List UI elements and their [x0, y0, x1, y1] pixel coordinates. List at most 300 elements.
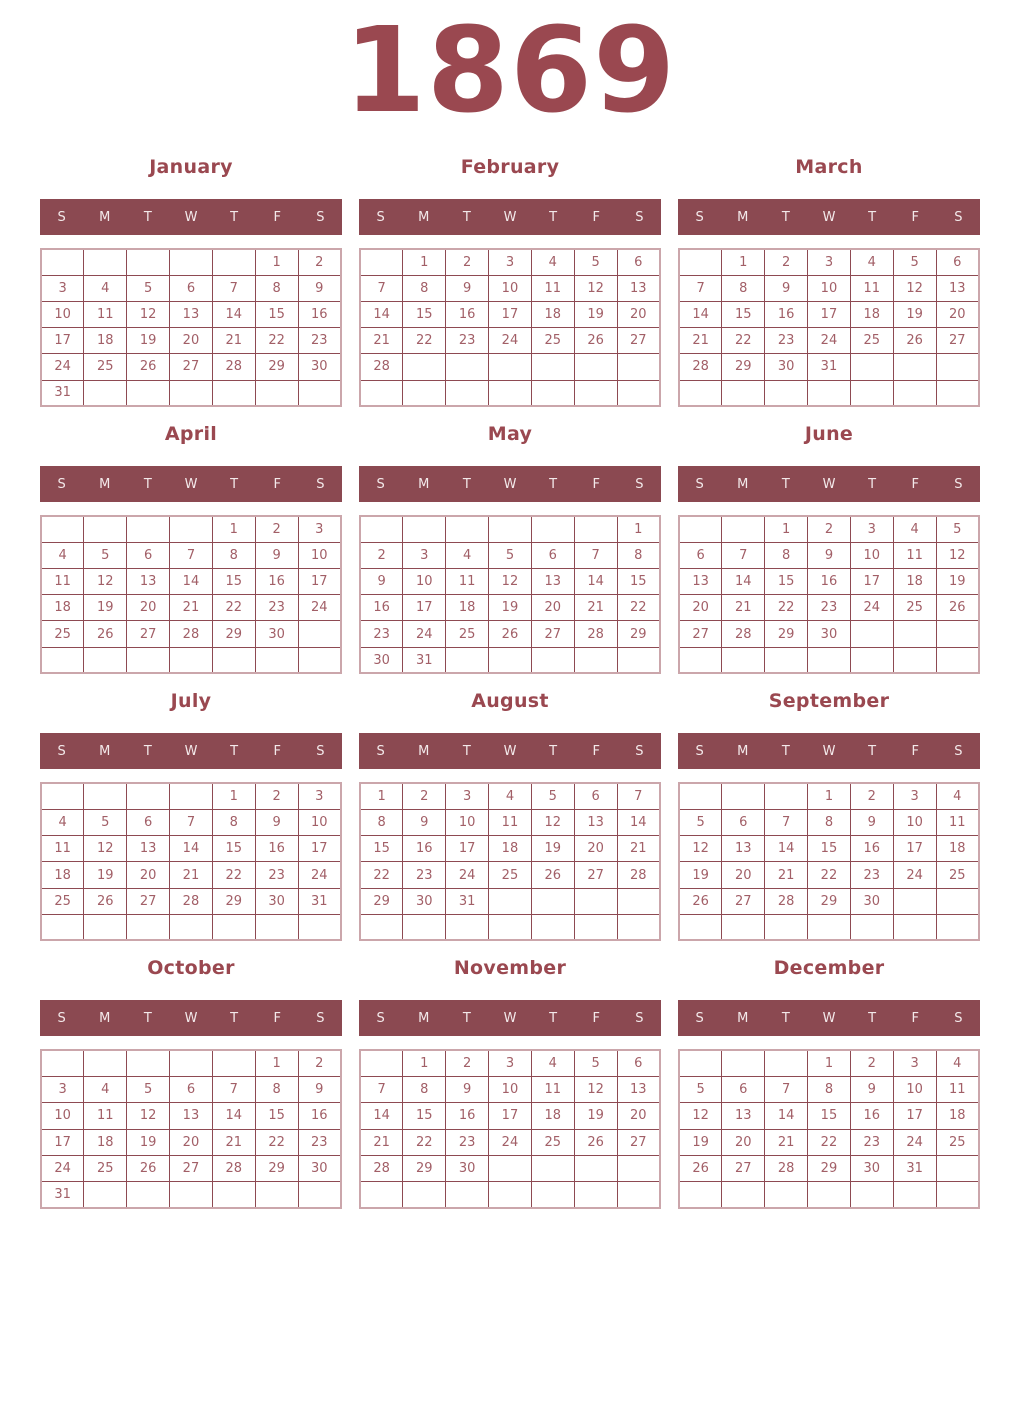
month-name: May	[487, 423, 533, 446]
week-row	[360, 354, 660, 380]
date-cell	[893, 380, 936, 406]
week-row	[360, 862, 660, 888]
date-cell: 27	[679, 621, 722, 647]
date-cell: 1	[255, 1050, 298, 1076]
week-row	[360, 783, 660, 809]
date-cell: 16	[255, 836, 298, 862]
date-cell	[531, 354, 574, 380]
date-cell	[574, 914, 617, 940]
date-cell	[84, 647, 127, 673]
weekday-label: M	[737, 1010, 749, 1026]
date-cell: 21	[360, 328, 403, 354]
month-block	[678, 156, 980, 407]
date-cell: 25	[893, 595, 936, 621]
date-cell	[936, 647, 979, 673]
date-cell	[212, 380, 255, 406]
date-cell: 10	[41, 301, 84, 327]
date-cell: 30	[298, 1155, 341, 1181]
date-cell	[574, 888, 617, 914]
weekday-label: M	[418, 743, 430, 759]
date-cell	[41, 783, 84, 809]
date-cell: 1	[808, 783, 851, 809]
date-cell: 15	[403, 1103, 446, 1129]
month-dates-body	[41, 1050, 341, 1207]
date-cell	[765, 1181, 808, 1207]
date-cell: 20	[617, 301, 660, 327]
week-row	[41, 647, 341, 673]
date-cell	[489, 1181, 532, 1207]
date-cell: 6	[617, 249, 660, 275]
date-cell	[403, 354, 446, 380]
date-cell: 15	[617, 569, 660, 595]
week-row	[679, 888, 979, 914]
weekday-label: T	[549, 209, 558, 225]
date-cell	[255, 380, 298, 406]
date-cell: 9	[446, 1077, 489, 1103]
weekday-label: M	[737, 476, 749, 492]
date-cell: 16	[850, 836, 893, 862]
date-cell	[255, 1181, 298, 1207]
month-dates-body	[360, 1050, 660, 1207]
month-dates-table	[40, 248, 342, 407]
date-cell: 17	[850, 569, 893, 595]
month-name: October	[147, 957, 235, 980]
date-cell: 17	[893, 1103, 936, 1129]
date-cell: 7	[212, 275, 255, 301]
month-dates-body	[360, 249, 660, 406]
month-block	[359, 156, 661, 407]
weekday-label: F	[273, 476, 282, 492]
week-row	[679, 328, 979, 354]
date-cell	[936, 888, 979, 914]
date-cell: 27	[574, 862, 617, 888]
month-block	[40, 957, 342, 1208]
weekday-label: T	[143, 743, 152, 759]
month-name: January	[149, 156, 233, 179]
weekday-label: T	[230, 743, 239, 759]
date-cell: 5	[127, 1077, 170, 1103]
date-cell	[255, 647, 298, 673]
date-cell: 7	[574, 542, 617, 568]
week-row	[41, 783, 341, 809]
date-cell	[617, 914, 660, 940]
date-cell	[808, 647, 851, 673]
date-cell	[722, 1181, 765, 1207]
date-cell	[170, 647, 213, 673]
weekday-label: M	[418, 209, 430, 225]
weekday-label: T	[549, 476, 558, 492]
week-row	[679, 301, 979, 327]
date-cell: 15	[360, 836, 403, 862]
date-cell: 22	[617, 595, 660, 621]
date-cell: 8	[808, 1077, 851, 1103]
date-cell: 8	[617, 542, 660, 568]
date-cell: 17	[298, 569, 341, 595]
date-cell: 21	[765, 1129, 808, 1155]
date-cell	[403, 914, 446, 940]
date-cell: 26	[574, 1129, 617, 1155]
month-dates-table	[359, 1049, 661, 1208]
weekday-label: W	[822, 743, 836, 759]
date-cell: 30	[255, 888, 298, 914]
date-cell: 14	[722, 569, 765, 595]
week-row	[360, 1050, 660, 1076]
week-row	[41, 249, 341, 275]
date-cell	[170, 249, 213, 275]
week-row	[360, 836, 660, 862]
date-cell: 3	[489, 249, 532, 275]
date-cell: 26	[489, 621, 532, 647]
date-cell	[531, 888, 574, 914]
date-cell: 9	[360, 569, 403, 595]
date-cell: 15	[255, 301, 298, 327]
date-cell: 27	[170, 1155, 213, 1181]
week-row	[41, 1050, 341, 1076]
date-cell: 14	[170, 569, 213, 595]
date-cell: 10	[446, 810, 489, 836]
date-cell	[679, 647, 722, 673]
date-cell: 28	[765, 1155, 808, 1181]
date-cell	[84, 1050, 127, 1076]
date-cell	[298, 1181, 341, 1207]
date-cell: 24	[298, 595, 341, 621]
date-cell	[127, 783, 170, 809]
date-cell: 12	[574, 1077, 617, 1103]
date-cell	[531, 914, 574, 940]
date-cell	[360, 249, 403, 275]
weekday-label: S	[954, 743, 963, 759]
date-cell: 23	[808, 595, 851, 621]
date-cell: 3	[850, 516, 893, 542]
date-cell: 13	[574, 810, 617, 836]
date-cell: 6	[170, 1077, 213, 1103]
date-cell	[170, 516, 213, 542]
weekday-label: S	[57, 743, 66, 759]
date-cell: 4	[84, 275, 127, 301]
date-cell: 30	[298, 354, 341, 380]
date-cell: 13	[170, 1103, 213, 1129]
date-cell	[531, 380, 574, 406]
date-cell	[936, 380, 979, 406]
date-cell: 17	[489, 301, 532, 327]
date-cell: 13	[722, 1103, 765, 1129]
week-row	[41, 836, 341, 862]
weekday-label: T	[781, 743, 790, 759]
date-cell: 18	[531, 301, 574, 327]
date-cell: 20	[722, 1129, 765, 1155]
weekday-label: W	[503, 1010, 517, 1026]
date-cell: 20	[617, 1103, 660, 1129]
date-cell	[170, 783, 213, 809]
date-cell: 4	[531, 249, 574, 275]
weekday-label: W	[822, 209, 836, 225]
weekday-label: T	[462, 209, 471, 225]
date-cell	[212, 1050, 255, 1076]
date-cell: 28	[360, 1155, 403, 1181]
date-cell: 6	[936, 249, 979, 275]
date-cell: 29	[765, 621, 808, 647]
date-cell: 25	[850, 328, 893, 354]
date-cell: 11	[893, 542, 936, 568]
weekday-label: S	[695, 1010, 704, 1026]
week-row	[679, 862, 979, 888]
date-cell: 13	[722, 836, 765, 862]
date-cell: 25	[531, 328, 574, 354]
date-cell	[41, 1050, 84, 1076]
date-cell: 11	[936, 810, 979, 836]
date-cell: 26	[679, 888, 722, 914]
date-cell: 2	[808, 516, 851, 542]
date-cell: 15	[765, 569, 808, 595]
weekday-label: T	[230, 209, 239, 225]
date-cell: 16	[403, 836, 446, 862]
weekday-header-bar	[678, 733, 980, 769]
date-cell	[617, 888, 660, 914]
month-dates-table	[359, 248, 661, 407]
date-cell: 14	[617, 810, 660, 836]
month-dates-body	[41, 783, 341, 940]
date-cell: 14	[765, 1103, 808, 1129]
week-row	[41, 595, 341, 621]
week-row	[41, 1077, 341, 1103]
year-title: 1869	[343, 1, 677, 139]
date-cell: 16	[446, 301, 489, 327]
date-cell: 31	[808, 354, 851, 380]
date-cell: 5	[531, 783, 574, 809]
date-cell: 6	[127, 810, 170, 836]
date-cell	[446, 380, 489, 406]
month-dates-body	[41, 249, 341, 406]
date-cell	[170, 1050, 213, 1076]
date-cell: 2	[403, 783, 446, 809]
week-row	[41, 810, 341, 836]
week-row	[679, 569, 979, 595]
date-cell: 22	[255, 1129, 298, 1155]
weekday-header-bar	[678, 1000, 980, 1036]
date-cell: 20	[679, 595, 722, 621]
date-cell	[765, 380, 808, 406]
date-cell: 20	[170, 328, 213, 354]
date-cell: 19	[127, 1129, 170, 1155]
week-row	[41, 621, 341, 647]
date-cell	[531, 647, 574, 673]
weekday-label: T	[143, 209, 152, 225]
date-cell: 12	[679, 1103, 722, 1129]
date-cell: 10	[41, 1103, 84, 1129]
date-cell: 31	[41, 380, 84, 406]
date-cell: 25	[446, 621, 489, 647]
weekday-label: S	[57, 476, 66, 492]
weekday-label: W	[503, 476, 517, 492]
weekday-label: W	[184, 1010, 198, 1026]
date-cell	[765, 783, 808, 809]
weekday-label: S	[695, 209, 704, 225]
month-block	[678, 957, 980, 1208]
date-cell	[298, 647, 341, 673]
date-cell: 31	[893, 1155, 936, 1181]
date-cell: 24	[446, 862, 489, 888]
weekday-label: S	[316, 743, 325, 759]
date-cell: 21	[679, 328, 722, 354]
date-cell: 6	[722, 810, 765, 836]
date-cell	[127, 647, 170, 673]
date-cell: 10	[893, 1077, 936, 1103]
week-row	[41, 914, 341, 940]
date-cell: 24	[893, 862, 936, 888]
date-cell: 26	[574, 328, 617, 354]
weekday-header-bar	[40, 1000, 342, 1036]
date-cell: 16	[360, 595, 403, 621]
weekday-label: T	[462, 743, 471, 759]
month-dates-body	[41, 516, 341, 673]
week-row	[679, 836, 979, 862]
week-row	[41, 328, 341, 354]
week-row	[679, 1181, 979, 1207]
date-cell: 1	[403, 1050, 446, 1076]
date-cell: 3	[403, 542, 446, 568]
date-cell: 18	[41, 862, 84, 888]
date-cell: 17	[403, 595, 446, 621]
date-cell	[489, 354, 532, 380]
date-cell: 18	[84, 328, 127, 354]
date-cell: 13	[679, 569, 722, 595]
date-cell: 9	[255, 810, 298, 836]
date-cell: 3	[41, 1077, 84, 1103]
month-dates-table	[359, 782, 661, 941]
date-cell: 28	[765, 888, 808, 914]
date-cell: 27	[617, 1129, 660, 1155]
date-cell	[489, 1155, 532, 1181]
date-cell: 15	[808, 836, 851, 862]
weekday-label: S	[954, 209, 963, 225]
weekday-label: S	[635, 743, 644, 759]
date-cell: 19	[574, 301, 617, 327]
date-cell	[360, 380, 403, 406]
date-cell	[617, 1181, 660, 1207]
date-cell: 30	[360, 647, 403, 673]
date-cell: 19	[679, 862, 722, 888]
weekday-header-bar	[40, 199, 342, 235]
weekday-label: T	[868, 743, 877, 759]
date-cell: 1	[212, 783, 255, 809]
date-cell	[574, 354, 617, 380]
date-cell: 24	[41, 354, 84, 380]
weekday-label: S	[695, 476, 704, 492]
date-cell: 22	[212, 862, 255, 888]
date-cell: 18	[850, 301, 893, 327]
date-cell	[765, 647, 808, 673]
date-cell	[850, 1181, 893, 1207]
date-cell	[489, 380, 532, 406]
month-dates-body	[679, 783, 979, 940]
month-dates-table	[678, 1049, 980, 1208]
month-dates-table	[678, 248, 980, 407]
date-cell: 26	[84, 621, 127, 647]
date-cell: 23	[298, 328, 341, 354]
date-cell	[679, 380, 722, 406]
date-cell	[679, 1050, 722, 1076]
date-cell: 9	[298, 275, 341, 301]
date-cell: 26	[893, 328, 936, 354]
week-row	[41, 862, 341, 888]
date-cell: 7	[617, 783, 660, 809]
date-cell	[360, 516, 403, 542]
week-row	[360, 542, 660, 568]
date-cell	[936, 914, 979, 940]
month-name: July	[170, 690, 212, 713]
date-cell: 21	[765, 862, 808, 888]
week-row	[360, 914, 660, 940]
month-dates-body	[679, 1050, 979, 1207]
date-cell: 3	[446, 783, 489, 809]
date-cell	[489, 888, 532, 914]
weekday-label: M	[99, 743, 111, 759]
date-cell: 29	[808, 1155, 851, 1181]
date-cell	[679, 783, 722, 809]
date-cell: 24	[893, 1129, 936, 1155]
date-cell: 7	[360, 1077, 403, 1103]
weekday-label: M	[99, 1010, 111, 1026]
date-cell	[298, 621, 341, 647]
date-cell: 28	[722, 621, 765, 647]
weekday-label: S	[635, 209, 644, 225]
date-cell: 9	[403, 810, 446, 836]
date-cell	[936, 1155, 979, 1181]
date-cell: 18	[84, 1129, 127, 1155]
date-cell: 17	[489, 1103, 532, 1129]
month-block	[40, 156, 342, 407]
date-cell: 22	[808, 1129, 851, 1155]
week-row	[679, 516, 979, 542]
date-cell: 17	[41, 328, 84, 354]
weekday-label: W	[184, 476, 198, 492]
date-cell	[298, 914, 341, 940]
date-cell	[893, 647, 936, 673]
date-cell: 8	[765, 542, 808, 568]
date-cell: 25	[936, 862, 979, 888]
date-cell: 14	[212, 1103, 255, 1129]
date-cell	[170, 914, 213, 940]
date-cell	[127, 914, 170, 940]
weekday-label: M	[418, 476, 430, 492]
date-cell: 11	[84, 301, 127, 327]
month-block	[359, 690, 661, 941]
date-cell: 29	[212, 621, 255, 647]
weekday-label: T	[462, 476, 471, 492]
date-cell: 22	[722, 328, 765, 354]
date-cell: 23	[446, 1129, 489, 1155]
date-cell: 8	[403, 1077, 446, 1103]
date-cell	[850, 621, 893, 647]
date-cell: 3	[298, 783, 341, 809]
date-cell	[84, 380, 127, 406]
month-name: August	[471, 690, 549, 713]
weekday-label: S	[954, 1010, 963, 1026]
week-row	[360, 888, 660, 914]
date-cell: 3	[298, 516, 341, 542]
date-cell	[722, 647, 765, 673]
week-row	[360, 380, 660, 406]
date-cell: 5	[679, 810, 722, 836]
week-row	[360, 328, 660, 354]
date-cell: 26	[531, 862, 574, 888]
date-cell: 6	[574, 783, 617, 809]
week-row	[679, 1077, 979, 1103]
date-cell: 19	[84, 862, 127, 888]
date-cell: 30	[403, 888, 446, 914]
date-cell: 7	[765, 810, 808, 836]
date-cell: 1	[722, 249, 765, 275]
